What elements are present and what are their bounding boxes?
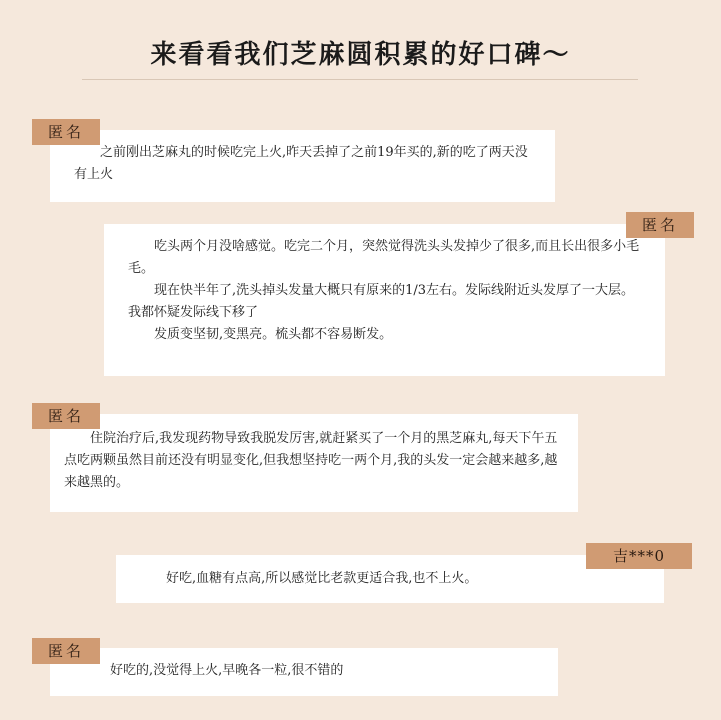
review-text: 吃头两个月没啥感觉。吃完二个月，突然觉得洗头头发掉少了很多,而且长出很多小毛毛。 [128,239,640,276]
review-card-4 [116,555,664,603]
review-text: 好吃,血糖有点高,所以感觉比老款更适合我,也不上火。 [166,571,478,586]
review-text: 住院治疗后,我发现药物导致我脱发厉害,就赶紧买了一个月的黑芝麻丸,每天下午五点吃两颗虽然目前还没有明显变化,但我想坚持吃一两个月,我的头发一定会越来越多,越来越黑的。 [64,431,558,490]
reviewer-tag: 匿名 [32,403,100,429]
review-text: 现在快半年了,洗头掉头发量大概只有原来的1/3左右。发际线附近头发厚了一大层。我都怀疑发际线下移了 [128,283,635,320]
review-text: 发质变坚韧,变黑亮。梳头都不容易断发。 [154,327,393,342]
review-card-5 [50,648,558,696]
review-text: 好吃的,没觉得上火,早晚各一粒,很不错的 [110,663,344,678]
page-title: 来看看我们芝麻圆积累的好口碑～ [150,40,571,70]
review-card-1 [50,130,555,202]
review-card-3 [50,414,578,512]
reviewer-tag: 匿名 [32,638,100,664]
reviewer-tag: 匿名 [626,212,694,238]
review-text: 之前刚出芝麻丸的时候吃完上火,昨天丢掉了之前19年买的,新的吃了两天没有上火 [74,145,528,182]
reviewer-tag: 匿名 [32,119,100,145]
title-divider [82,79,638,80]
reviewer-tag: 吉***0 [586,543,692,569]
review-card-2 [104,224,665,376]
